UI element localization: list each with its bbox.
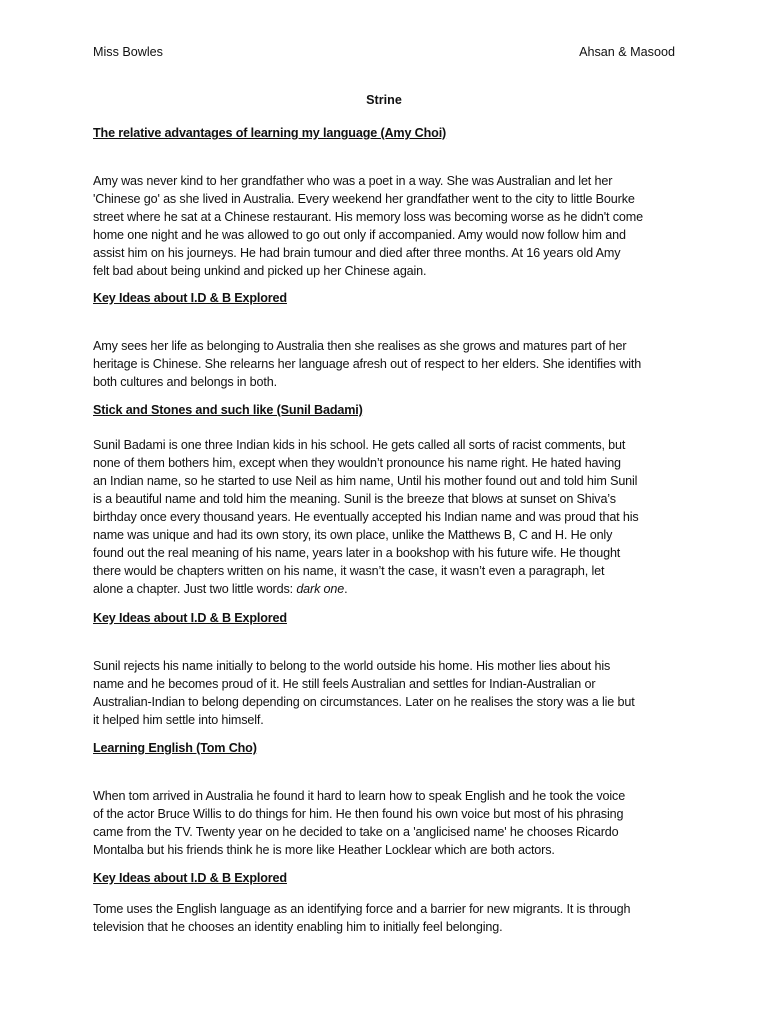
paragraph-line: birthday once every thousand years. He eventually accepted his Indian name and was proud that his bbox=[93, 510, 639, 524]
paragraph-line-last bbox=[93, 580, 683, 598]
section-heading-tom-cho: Learning English (Tom Cho) bbox=[93, 741, 257, 755]
paragraph-line: is a beautiful name and told him the meaning. Sunil is the breeze that blows at sunset on Shiva’s bbox=[93, 492, 616, 506]
paragraph-line: heritage is Chinese. She relearns her language afresh out of respect to her elders. She identifies with bbox=[93, 357, 642, 371]
section-heading-key-ideas-sunil: Key Ideas about I.D & B Explored bbox=[93, 611, 287, 625]
paragraph-line: it helped him settle into himself. bbox=[93, 713, 264, 727]
paragraph-line: name was unique and had its own story, its own place, unlike the Matthews B, C and H. He only bbox=[93, 528, 613, 542]
paragraph-line: Sunil Badami is one three Indian kids in his school. He gets called all sorts of racist comments, but bbox=[93, 438, 626, 452]
section-body-tom-cho bbox=[93, 787, 683, 859]
paragraph-line: Tome uses the English language as an identifying force and a barrier for new migrants. It is through bbox=[93, 902, 631, 916]
paragraph-line: an Indian name, so he started to use Neil as him name, Until his mother found out and told him Sunil bbox=[93, 474, 638, 488]
section-body-key-ideas-tom bbox=[93, 900, 683, 936]
section-heading-key-ideas-tom: Key Ideas about I.D & B Explored bbox=[93, 871, 287, 885]
paragraph-line: 'Chinese go' as she lived in Australia. Every weekend her grandfather went to the city to little Bourke bbox=[93, 192, 635, 206]
header-teacher-name: Miss Bowles bbox=[93, 45, 163, 59]
paragraph-line: came from the TV. Twenty year on he decided to take on a 'anglicised name' he chooses Ricardo bbox=[93, 825, 619, 839]
paragraph-line: Australian-Indian to belong depending on circumstances. Later on he realises the story was a lie but bbox=[93, 695, 635, 709]
paragraph-line: home one night and he was allowed to go out only if accompanied. Amy would now follow him and bbox=[93, 228, 626, 242]
paragraph-line: both cultures and belongs in both. bbox=[93, 375, 277, 389]
section-body-key-ideas-sunil bbox=[93, 657, 683, 729]
paragraph-line: assist him on his journeys. He had brain tumour and died after three months. At 16 years old Amy bbox=[93, 246, 621, 260]
paragraph-line: Amy was never kind to her grandfather who was a poet in a way. She was Australian and let her bbox=[93, 174, 613, 188]
section-body-amy-choi bbox=[93, 172, 683, 280]
paragraph-line: Amy sees her life as belonging to Australia then she realises as she grows and matures part of her bbox=[93, 339, 627, 353]
last-line-text: alone a chapter. Just two little words: bbox=[93, 582, 297, 596]
paragraph-line: name and he becomes proud of it. He still feels Australian and settles for Indian-Australian or bbox=[93, 677, 596, 691]
last-line-suffix: . bbox=[344, 582, 348, 596]
paragraph-line: When tom arrived in Australia he found it hard to learn how to speak English and he took the voice bbox=[93, 789, 626, 803]
paragraph-line: felt bad about being unkind and picked up her Chinese again. bbox=[93, 264, 427, 278]
header-authors: Ahsan & Masood bbox=[579, 45, 675, 59]
paragraph-line: there would be chapters written on his name, it wasn’t the case, it wasn’t even a paragraph, let bbox=[93, 564, 605, 578]
paragraph-line: found out the real meaning of his name, years later in a bookshop with his future wife. He thought bbox=[93, 546, 621, 560]
section-heading-amy-choi: The relative advantages of learning my language (Amy Choi) bbox=[93, 126, 447, 140]
paragraph-line: none of them bothers him, except when they wouldn’t pronounce his name right. He hated having bbox=[93, 456, 621, 470]
section-heading-sunil-badami: Stick and Stones and such like (Sunil Badami) bbox=[93, 403, 363, 417]
paragraph-line: of the actor Bruce Willis to do things for him. He then found his own voice but most of his phrasing bbox=[93, 807, 624, 821]
section-heading-key-ideas-amy: Key Ideas about I.D & B Explored bbox=[93, 291, 287, 305]
paragraph-line: Montalba but his friends think he is more like Heather Locklear which are both actors. bbox=[93, 843, 555, 857]
document-title: Strine bbox=[366, 93, 402, 107]
paragraph-line: television that he chooses an identity enabling him to initially feel belonging. bbox=[93, 920, 503, 934]
paragraph-line: street where he sat at a Chinese restaurant. His memory loss was becoming worse as he didn't come bbox=[93, 210, 643, 224]
paragraph-line: Sunil rejects his name initially to belong to the world outside his home. His mother lies about his bbox=[93, 659, 611, 673]
section-body-key-ideas-amy bbox=[93, 337, 683, 391]
section-body-sunil-badami bbox=[93, 436, 683, 598]
italic-phrase: dark one bbox=[296, 582, 345, 596]
